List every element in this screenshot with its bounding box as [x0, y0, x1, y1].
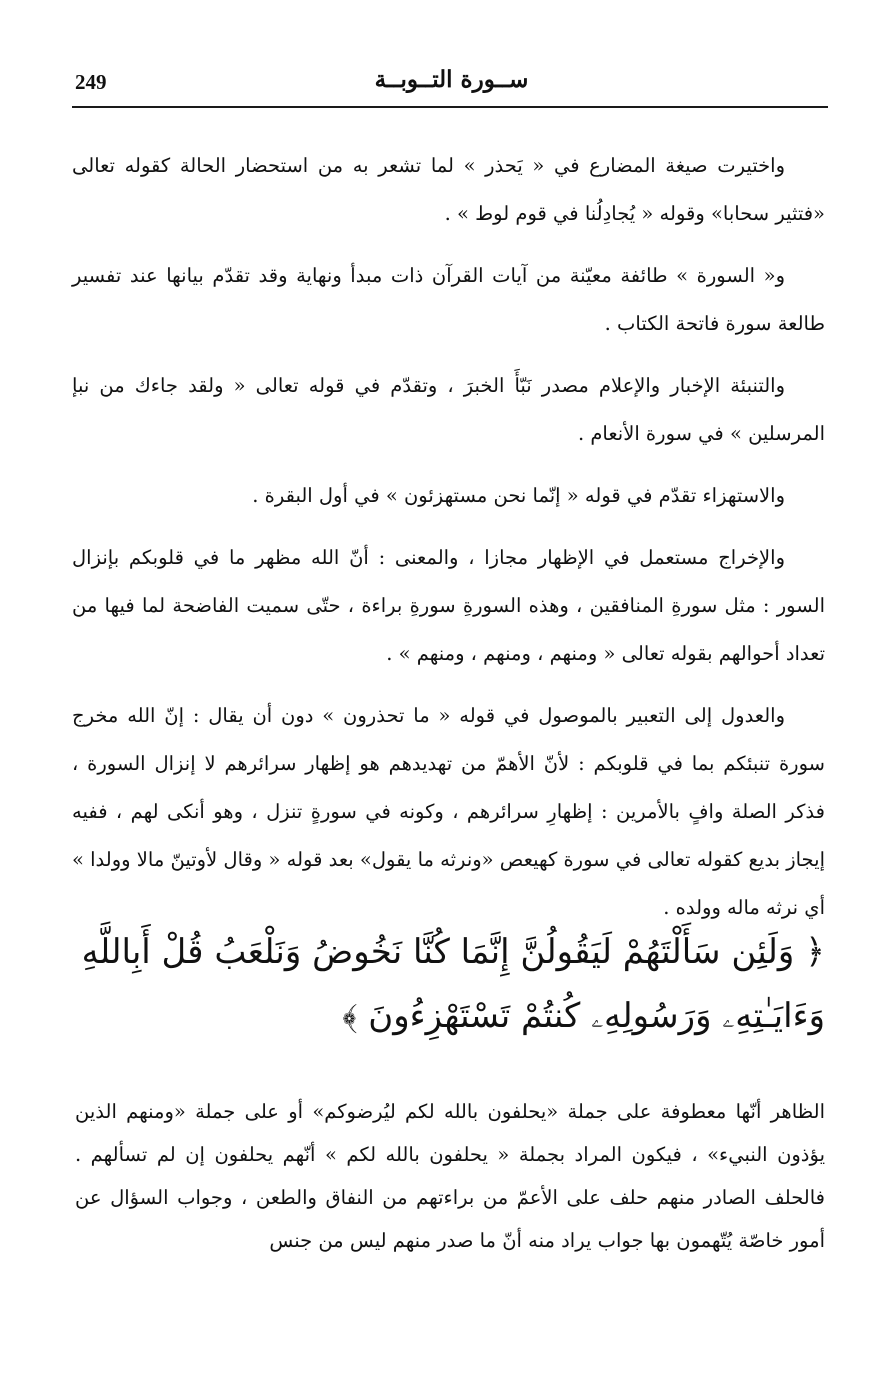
surah-title: ســورة التــوبــة — [374, 66, 529, 93]
paragraph-surah-definition: و« السورة » طائفة معيّنة من آيات القرآن ذات مبدأ ونهاية وقد تقدّم بيانها عند تفسير طالعة سورة فاتحة الكتاب . — [72, 264, 825, 335]
paragraph-udul: والعدول إلى التعبير بالموصول في قوله « ما تحذرون » دون أن يقال : إنّ الله مخرج سورة تنبئكم بما في قلوبكم : لأنّ الأهمّ من تهديدهم هو إظهار سرائرهم لا إنزال السورة ، فذكر الصلة وافٍ بالأمرين : إظهارِ سرائرهم ، وكونه في سورةٍ تنزل ، وهو أنكى لهم ، ففيه إيجاز بديع كقوله تعالى في سورة كهيعص «ونرثه ما يقول» بعد قوله « وقال لأوتينّ مالا وولدا » أي نرثه ماله وولده . — [72, 704, 825, 919]
page-number: 249 — [75, 70, 107, 94]
paragraph-tanbia: والتنبئة الإخبار والإعلام مصدر نَبّأَ الخبرَ ، وتقدّم في قوله تعالى « ولقد جاءك من نبإ المرسلين » في سورة الأنعام . — [72, 374, 825, 445]
quran-verse — [75, 920, 825, 1048]
paragraph-present-tense: واختيرت صيغة المضارع في « يَحذر » لما تشعر به من استحضار الحالة كقوله تعالى «فتثير سحابا» وقوله « يُجادِلُنا في قوم لوط » . — [72, 154, 825, 225]
paragraph-istihza: والاستهزاء تقدّم في قوله « إنّما نحن مستهزئون » في أول البقرة . — [252, 484, 785, 507]
paragraph-ikhraj: والإخراج مستعمل في الإظهار مجازا ، والمعنى : أنّ الله مظهر ما في قلوبكم بإنزال السور : مثل سورةِ المنافقين ، وهذه السورةِ سورةِ براءة ، حتّى سميت الفاضحة لما فيها من تعداد أحوالهم بقوله تعالى « ومنهم ، ومنهم ، ومنهم » . — [72, 546, 825, 665]
verse-line-1: ﴿ وَلَئِن سَأَلْتَهُمْ لَيَقُولُنَّ إِنَّمَا كُنَّا نَخُوضُ وَنَلْعَبُ قُلْ أَبِاللَّهِ — [81, 932, 825, 972]
header-divider — [72, 106, 828, 108]
verse-commentary: الظاهر أنّها معطوفة على جملة «يحلفون بالله لكم ليُرضوكم» أو على جملة «ومنهم الذين يؤذون النبيء» ، فيكون المراد بجملة « يحلفون بالله لكم » أنّهم يحلفون إن لم تسألهم . فالحلف الصادر منهم حلف على الأعمّ من براءتهم من النفاق والطعن ، وجواب السؤال عن أمور خاصّة يُتّهمون بها جواب يراد منه أنّ ما صدر منهم ليس من جنس — [75, 1100, 825, 1252]
verse-line-2: وَءَايَـٰتِهِۦ وَرَسُولِهِۦ كُنتُمْ تَسْتَهْزِءُونَ ﴾ — [342, 996, 825, 1036]
tafsir-body — [72, 142, 825, 946]
page-header — [75, 62, 828, 106]
